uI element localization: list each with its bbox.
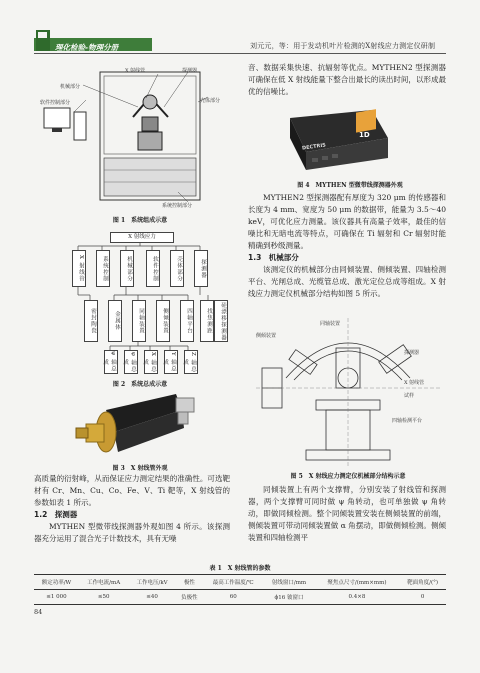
table1-caption: 表 1 X 射线管的参数 <box>209 565 271 572</box>
table-cell: ≤1 000 <box>34 590 79 605</box>
section-1-3-heading: 1.3 机械部分 <box>248 253 299 262</box>
fig1-label-software: 软件控制部分 <box>40 100 71 106</box>
fig3-caption: 图 3 X 射线管外观 <box>112 465 168 472</box>
fig2-node: 四轴平台 <box>180 300 194 342</box>
fig5-label-tilt: 侧倾装置 <box>256 333 277 339</box>
table-header-cell: 射线窗口/mm <box>263 575 314 590</box>
fig4-detector-photo <box>280 108 390 176</box>
fig2-node: 同轴装置 <box>132 300 146 342</box>
fig4-device-brand: DECTRIS <box>301 142 327 152</box>
fig1-label-mechanical: 机械部分 <box>60 84 81 90</box>
fig2-node: Y 轴总成 <box>162 351 176 373</box>
right-paragraph-0: 音、数据采集快速、抗辐射等优点。MYTHEN2 型探测器可确保在低 X 射线能量下整合出最长的读出时间，以形成最优的信噪比。 <box>248 63 446 96</box>
fig1-label-detector: 探测器 <box>182 68 198 74</box>
section-1-2-heading: 1.2 探测器 <box>34 510 78 519</box>
fig5-label-sample: 试样 <box>404 393 415 399</box>
right-paragraph-1: MYTHEN2 型探测器配有厚度为 320 μm 的传感器和长度为 4 mm、宽度为 50 μm 的数据带，能量为 3.5～40 keV，可优化应力测量。该仪器具有高量子效率，最佳的信噪比和无暗电流等特点，可确保在 Ti 辐射和 Cr 辐射时能精确到秒级测量。 <box>248 193 446 250</box>
fig2-node: 机械部分 <box>120 250 134 287</box>
fig2-node: X 射线管 <box>72 250 86 287</box>
fig2-node: 探测器 <box>194 250 208 287</box>
left-paragraph-1: 高质量的衍射峰，从而保证应力测定结果的准确性。可选靶材有 Cr、Mn、Cu、Co、Fe、V、Ti 靶等，X 射线管的参数如表 1 所示。 <box>34 474 230 507</box>
table-cell: 负极性 <box>176 590 203 605</box>
left-column-text <box>34 473 230 545</box>
table-header-cell: 聚焦点尺寸/(mm×mm) <box>315 575 400 590</box>
table-row <box>34 590 446 605</box>
table-cell: 0.4×8 <box>315 590 400 605</box>
table-header-row <box>34 575 446 590</box>
journal-name: 理化检验-物理分册 <box>55 43 119 52</box>
table-cell: ≤40 <box>129 590 176 605</box>
fig3-xray-tube-photo <box>70 388 200 460</box>
fig2-node: 找焦测距 <box>200 300 214 342</box>
fig2-node: 壳体部分 <box>170 250 184 287</box>
fig4-caption: 图 4 MYTHEN 型微带线探测器外观 <box>297 182 403 189</box>
fig2-node: 软件控制 <box>146 250 160 287</box>
table-cell: ϕ16 铍窗口 <box>263 590 314 605</box>
table-header-cell: 最高工作温度/℃ <box>203 575 263 590</box>
fig5-caption: 图 5 X 射线应力测定仪机械部分结构示意 <box>290 473 406 480</box>
fig5-label-detector: 探测器 <box>404 350 420 356</box>
table-cell: 60 <box>203 590 263 605</box>
right-column-mid-text <box>248 192 446 300</box>
right-column-top-text <box>248 62 446 98</box>
fig2-node: 密封陶瓷 <box>84 300 98 342</box>
fig2-node: 金属体 <box>108 300 122 342</box>
table-cell: ≤50 <box>79 590 129 605</box>
header-rule <box>34 53 446 54</box>
table-header-cell: 工作电流/mA <box>79 575 129 590</box>
table-header-cell: 额定功率/W <box>34 575 79 590</box>
table-header-cell: 极性 <box>176 575 203 590</box>
fig2-node: φ 轴总成 <box>122 351 136 373</box>
fig2-node: 硅漂移探测器 <box>214 300 228 342</box>
fig5-label-tube: X 射线管 <box>404 380 425 386</box>
fig2-root-node: X 射线应力 <box>110 232 174 243</box>
running-title: 刘元元，等：用于发动机叶片检测的X射线应力测定仪研制 <box>250 42 436 50</box>
xray-tube-parameter-table <box>34 574 446 605</box>
fig1-caption: 图 1 系统组成示意 <box>112 217 168 224</box>
fig5-label-coaxial: 同轴装置 <box>320 321 341 327</box>
fig4-device-badge: 1D <box>359 131 370 139</box>
left-paragraph-2: MYTHEN 型微带线探测器外观如图 4 所示。该探测器充分运用了混合光子计数技术，具有无噪 <box>34 522 230 543</box>
fig5-label-platform: 四轴检测平台 <box>392 418 423 424</box>
page-number: 84 <box>34 608 43 616</box>
table-header-cell: 工作电压/kV <box>129 575 176 590</box>
fig2-node: Z 轴总成 <box>182 351 196 373</box>
fig2-node: X 轴总成 <box>142 351 156 373</box>
fig2-caption: 图 2 系统总成示意 <box>112 381 168 388</box>
right-paragraph-3: 同倾装置上有两个支撑臂，分别安装了射线管和探测器，两个支撑臂可同时做 ψ 角转动，也可单独做 ψ 角转动，即做同倾检测。整个同倾装置安装在侧倾装置的前端，侧倾装置可带动同倾装置做 α 角摆动，即做侧倾检测。侧倾装置和四轴检测平 <box>248 485 446 542</box>
fig2-node: 系统控制 <box>96 250 110 287</box>
fig1-label-housing: 壳体部分 <box>200 98 221 104</box>
table-header-cell: 靶面角度/(°) <box>399 575 446 590</box>
table-cell: 0 <box>399 590 446 605</box>
fig2-node: ψ 轴总成 <box>102 351 116 373</box>
right-column-bottom-text <box>248 484 446 544</box>
fig1-label-xray-tube: X 射线管 <box>125 68 146 74</box>
right-paragraph-2: 该测定仪的机械部分由同倾装置、侧倾装置、四轴检测平台、光闸总成、光缆管总成、激光定位总成等组成。X 射线应力测定仪机械部分结构如图 5 所示。 <box>248 265 446 298</box>
fig1-label-system-control: 系统控制部分 <box>162 203 193 209</box>
fig2-node: 侧倾装置 <box>156 300 170 342</box>
